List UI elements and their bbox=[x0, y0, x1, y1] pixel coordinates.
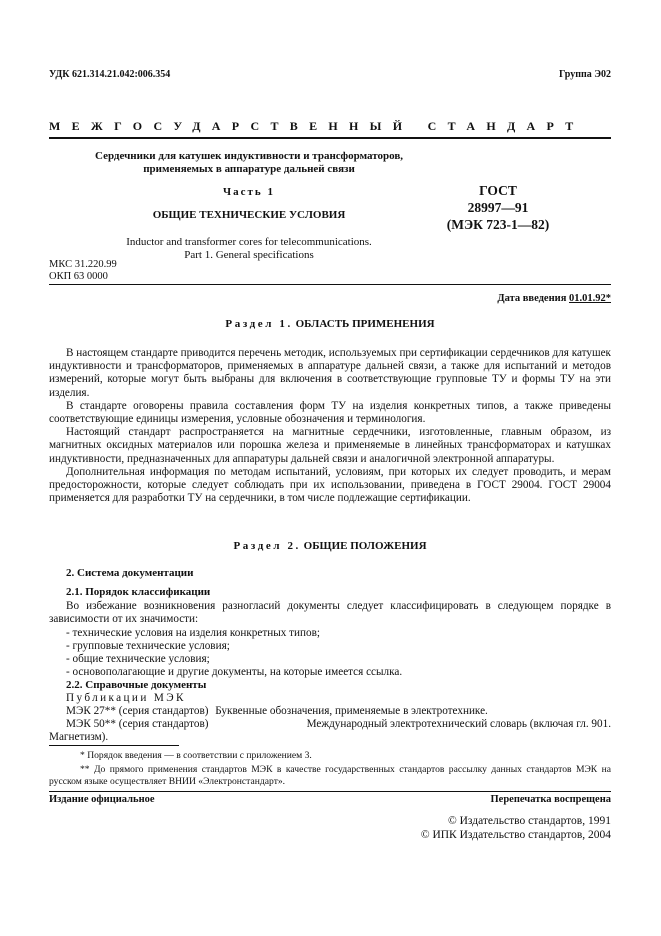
section2-title: ОБЩИЕ ПОЛОЖЕНИЯ bbox=[303, 540, 427, 552]
intro-date-value: 01.01.92* bbox=[569, 293, 611, 304]
footnote-2: ** До прямого применения стандартов МЭК в качестве государственных стандартов рассылку данных стандартов МЭК на русском языке осуществляет ВНИИ «Электронстандарт». bbox=[49, 764, 611, 787]
list-item: - технические условия на изделия конкретных типов; bbox=[66, 627, 320, 639]
section2-label: Раздел 2. bbox=[233, 540, 301, 552]
english-title-line2: Part 1. General specifications bbox=[184, 249, 314, 261]
gost-label: ГОСТ bbox=[479, 183, 517, 198]
official-edition: Издание официальное bbox=[49, 794, 155, 805]
footnote-1: * Порядок введения — в соответствии с приложением 3. bbox=[80, 750, 312, 761]
reference-text: Международный электротехнический словарь (включая гл. 901. bbox=[306, 718, 611, 730]
reprint-notice: Перепечатка воспрещена bbox=[490, 794, 611, 805]
subsection-documentation-system: 2. Система документации bbox=[66, 567, 194, 579]
mks-code: МКС 31.220.99 bbox=[49, 259, 117, 270]
classification-paragraph: Во избежание возникновения разногласий документы следует классифицировать в следующем порядке в зависимости от их значимости: bbox=[49, 600, 611, 626]
reference-continuation: Магнетизм). bbox=[49, 731, 109, 743]
list-item: - основополагающие и другие документы, на которые имеется ссылка. bbox=[66, 666, 403, 678]
copyright-2004: © ИПК Издательство стандартов, 2004 bbox=[420, 829, 611, 841]
gost-number: 28997—91 bbox=[467, 200, 529, 215]
section2-heading bbox=[49, 540, 611, 552]
part-number: Часть 1 bbox=[223, 186, 275, 198]
section1-title: ОБЛАСТЬ ПРИМЕНЕНИЯ bbox=[295, 318, 435, 330]
section1-label: Раздел 1. bbox=[225, 318, 293, 330]
reference-id: МЭК 50** (серия стандартов) bbox=[66, 718, 209, 730]
okp-code: ОКП 63 0000 bbox=[49, 271, 108, 282]
section1-heading bbox=[49, 318, 611, 330]
title-rule bbox=[49, 284, 611, 285]
copyright-1991: © Издательство стандартов, 1991 bbox=[447, 815, 611, 827]
group-code: Группа Э02 bbox=[559, 69, 611, 80]
reference-iec50 bbox=[66, 718, 611, 731]
reference-id: МЭК 27** (серия стандартов) bbox=[66, 705, 209, 717]
list-item: - групповые технические условия; bbox=[66, 640, 230, 652]
header-rule bbox=[49, 137, 611, 139]
udk-code: УДК 621.314.21.042:006.354 bbox=[49, 69, 171, 80]
reference-text: Буквенные обозначения, применяемые в электротехнике. bbox=[215, 705, 488, 717]
section1-paragraph: Дополнительная информация по методам испытаний, условиям, при которых их следует проводить, и мерам предосторожности, которые следует соблюдать при их использовании, приведена в ГОСТ 29004. ГОСТ 29004 применяется для разработки ТУ на сердечники, в том числе подлежащие сертификации. bbox=[49, 465, 611, 505]
section1-paragraph: В настоящем стандарте приводится перечень методик, используемых при сертификации сердечников для катушек индуктивности и трансформаторов, применяемых в аппаратуре дальней связи, а также для испытаний и методов измерений, которые могут быть выбраны для включения в соответствующие групповые ТУ и формы ТУ на эти изделия. bbox=[49, 347, 611, 399]
document-name: ОБЩИЕ ТЕХНИЧЕСКИЕ УСЛОВИЯ bbox=[152, 209, 346, 221]
english-title-line1: Inductor and transformer cores for telecommunications. bbox=[126, 236, 372, 248]
iec-publications-label: Публикации МЭК bbox=[66, 692, 186, 704]
intro-date-label: Дата введения bbox=[497, 293, 567, 304]
section1-body bbox=[49, 347, 611, 505]
subsection-reference-documents: 2.2. Справочные документы bbox=[66, 679, 207, 691]
footnote-rule bbox=[49, 745, 179, 746]
title-line2: применяемых в аппаратуре дальней связи bbox=[143, 163, 355, 175]
reference-iec27 bbox=[66, 705, 488, 718]
title-line1: Сердечники для катушек индуктивности и трансформаторов, bbox=[94, 150, 404, 162]
list-item: - общие технические условия; bbox=[66, 653, 210, 665]
standard-type: МЕЖГОСУДАРСТВЕННЫЙ СТАНДАРТ bbox=[49, 119, 585, 133]
section1-paragraph: В стандарте оговорены правила составления форм ТУ на изделия конкретных типов, а также приведены соответствующие единицы измерения, условные обозначения и терминология. bbox=[49, 399, 611, 426]
section1-paragraph: Настоящий стандарт распространяется на магнитные сердечники, изготовленные, главным образом, из магнитных оксидных материалов или порошка железа и применяемые в линейных трансформаторах и катушках индуктивности, предназначенных для аппаратуры дальней связи и аналогичной электронной аппаратуры. bbox=[49, 426, 611, 465]
footer-rule bbox=[49, 791, 611, 792]
classification-text bbox=[49, 600, 611, 626]
intro-date bbox=[497, 293, 611, 304]
subsection-classification-order: 2.1. Порядок классификации bbox=[66, 586, 211, 598]
iec-number: (МЭК 723-1—82) bbox=[446, 217, 550, 232]
